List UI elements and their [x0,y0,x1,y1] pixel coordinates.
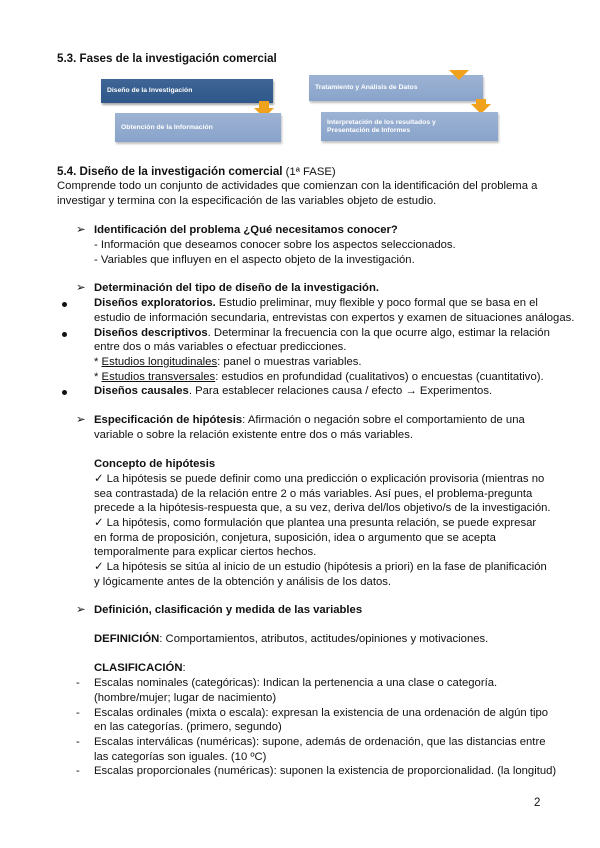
dash-bullet: - [76,677,80,689]
long-line [94,355,362,370]
vars-title: Definición, clasificación y medida de las variables [94,604,363,616]
concepto-line-2: sea contrastada) de la relación entre 2 o más variables. Así pues, el problema-pregunta [94,488,533,500]
section-54-intro-2: investigar y termina con la especificación de las variables objeto de estudio. [57,195,437,207]
definicion-rest: : Comportamientos, atributos, actitudes/opiniones y motivaciones. [159,633,489,645]
explor-bold: Diseños exploratorios. [94,297,216,309]
phase-box-obtain [115,113,281,142]
intervalic-line-2: las categorías son iguales. (10 ºC) [94,751,267,763]
concepto-title: Concepto de hipótesis [94,458,216,470]
arrow-bullet-icon: ➢ [76,282,86,294]
phase-box-interpretation-label: Interpretación de los resultados y Presentación de Informes [327,118,436,134]
hipo-title-bold: Especificación de hipótesis [94,414,243,426]
hipo-title-line [94,413,525,428]
ident-line-2: - Variables que influyen en el aspecto objeto de la investigación. [94,254,415,266]
concepto-line-4: ✓ La hipótesis, como formulación que plantea una presunta relación, se puede expresar [94,517,537,529]
desc-line-1 [94,326,550,341]
arrow-bullet-icon: ➢ [76,224,86,236]
definicion-line [94,632,488,647]
long-rest: : panel o muestras variables. [217,356,362,368]
explor-line-2: estudio de información secundaria, entrevistas con expertos y examen de situaciones análogas. [94,312,575,324]
definicion-bold: DEFINICIÓN [94,633,160,645]
long-underlined: Estudios longitudinales [101,356,218,368]
intervalic-line-1: Escalas interválicas (numéricas): supone, además de ordenación, que las distancias entre [94,736,546,748]
concepto-line-1: ✓ La hipótesis se puede definir como una predicción o explicación provisoria (mientras no [94,473,545,485]
long-prefix: * [94,356,102,368]
clasificacion-rest: : [182,662,186,674]
ordinal-line-1: Escalas ordinales (mixta o escala): expresan la existencia de una ordenación de algún tipo [94,707,549,719]
explor-line-1 [94,296,538,311]
section-54-title [57,164,336,180]
desc-bold: Diseños descriptivos [94,327,208,339]
concepto-line-5: en forma de proposición, conjetura, suposición, idea o argumento que se acepta [94,532,496,544]
desc-rest: . Determinar la frecuencia con la que ocurre algo, estimar la relación [207,327,550,339]
nominal-line-2: (hombre/mujer; lugar de nacimiento) [94,692,277,704]
concepto-line-3: precede a la hipótesis-respuesta que, a su vez, deriva del/los objetivo/s de la investigación. [94,502,551,514]
nominal-line-1: Escalas nominales (categóricas): Indican la pertenencia a una clase o categoría. [94,677,498,689]
bullet-dot-icon [62,332,67,337]
ordinal-line-2: en las categorías. (primero, segundo) [94,721,282,733]
ident-line-1: - Información que deseamos conocer sobre los aspectos seleccionados. [94,239,456,251]
phase-box-design [101,79,273,103]
desc-line-2: entre dos o más variables o efectuar predicciones. [94,341,347,353]
explor-rest: Estudio preliminar, muy flexible y poco formal que se basa en el [215,297,538,309]
phase-box-treatment-label: Tratamiento y Análisis de Datos [315,84,418,91]
section-53-title: 5.3. Fases de la investigación comercial [57,52,277,65]
proportional-line-1: Escalas proporcionales (numéricas): suponen la existencia de proporcionalidad. (la longitud) [94,765,557,777]
trans-underlined: Estudios transversales [101,371,216,383]
trans-prefix: * [94,371,102,383]
bullet-dot-icon [62,302,67,307]
concepto-line-7: ✓ La hipótesis se sitúa al inicio de un estudio (hipótesis a priori) en la fase de planificación [94,561,547,573]
arrow-bullet-icon: ➢ [76,414,86,426]
clasificacion-bold: CLASIFICACIÓN [94,662,183,674]
dash-bullet: - [76,736,80,748]
page-number: 2 [534,797,541,809]
hipo-line-2: variable o sobre la relación existente entre dos o más variables. [94,429,413,441]
section-54-title-suffix: (1ª FASE) [282,166,336,178]
section-54-title-text: 5.4. Diseño de la investigación comercial [57,165,283,178]
arrow-down-icon [447,70,471,84]
causal-rest: . Para establecer relaciones causa / efecto → Experimentos. [188,385,493,397]
tipo-title: Determinación del tipo de diseño de la investigación. [94,282,379,294]
phase-box-interpretation [321,112,498,141]
phase-box-design-label: Diseño de la Investigación [107,87,193,94]
phase-box-obtain-label: Obtención de la Información [121,123,213,131]
hipo-title-rest: : Afirmación o negación sobre el comportamiento de una [242,414,525,426]
section-54-intro-1: Comprende todo un conjunto de actividades que comienzan con la identificación del problema a [57,180,538,192]
concepto-line-8: y lógicamente antes de la obtención y análisis de los datos. [94,576,392,588]
clasificacion-line [94,661,186,676]
dash-bullet: - [76,765,80,777]
trans-rest: : estudios en profundidad (cualitativos) o encuestas (cuantitativo). [215,371,544,383]
arrow-bullet-icon: ➢ [76,604,86,616]
causal-line [94,384,492,399]
bullet-dot-icon [62,390,67,395]
dash-bullet: - [76,707,80,719]
concepto-line-6: temporalmente para explicar ciertos hechos. [94,546,317,558]
trans-line [94,370,544,385]
causal-bold: Diseños causales [94,385,189,397]
ident-title: Identificación del problema ¿Qué necesitamos conocer? [94,224,398,236]
